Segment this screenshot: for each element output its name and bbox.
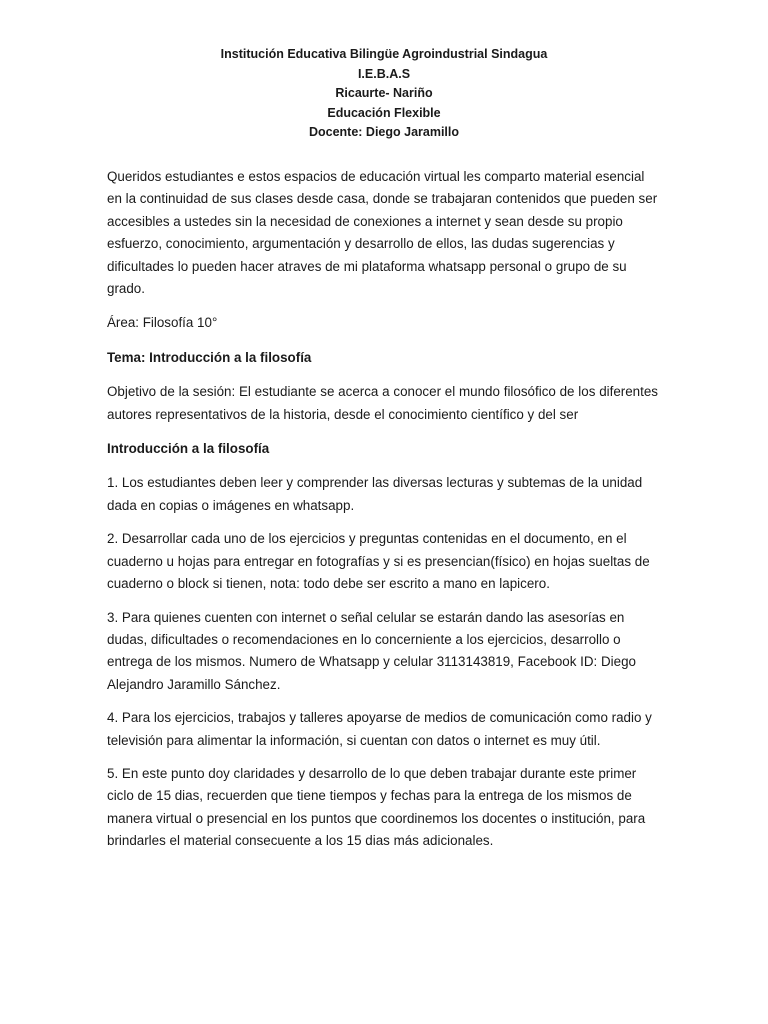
program-name: Educación Flexible: [327, 105, 441, 120]
topic-heading: Tema: Introducción a la filosofía: [107, 349, 312, 365]
document-header: [0, 45, 768, 143]
list-item-2: 2. Desarrollar cada uno de los ejercicios y preguntas contenidas en el documento, en el cuaderno u hojas para entregar en fotografías y si es presencian(físico) en hojas sueltas de cuaderno o block si tienen, nota: todo debe ser escrito a mano en lapicero.: [107, 531, 650, 592]
objective-paragraph: Objetivo de la sesión: El estudiante se acerca a conocer el mundo filosófico de los diferentes autores representativos de la historia, desde el conocimiento científico y del ser: [107, 384, 658, 422]
list-item-4: 4. Para los ejercicios, trabajos y talleres apoyarse de medios de comunicación como radio y televisión para alimentar la información, si cuentan con datos o internet es muy útil.: [107, 710, 652, 748]
list-item-1: 1. Los estudiantes deben leer y comprender las diversas lecturas y subtemas de la unidad dada en copias o imágenes en whatsapp.: [107, 475, 643, 513]
document-body: [107, 166, 658, 853]
area-line: Área: Filosofía 10°: [107, 315, 218, 331]
teacher-name: Docente: Diego Jaramillo: [308, 125, 460, 139]
section-heading: Introducción a la filosofía: [107, 441, 270, 457]
list-item-3: 3. Para quienes cuenten con internet o señal celular se estarán dando las asesorías en dudas, dificultades o recomendaciones en lo concerniente a los ejercicios, desarrollo o entrega de los mismos. Numero de Whatsapp y celular 3113143819, Facebook ID: Diego Alejandro Jaramillo Sánchez.: [107, 609, 636, 692]
institution-acronym: I.E.B.A.S: [357, 66, 411, 81]
intro-paragraph: Queridos estudiantes e estos espacios de educación virtual les comparto material esencial en la continuidad de sus clases desde casa, donde se trabajaran contenidos que pueden ser accesibles a ustedes sin la necesidad de conexiones a internet y sean desde su propio esfuerzo, conocimiento, argumentación y desarrollo de ellos, las dudas sugerencias y dificultades lo pueden hacer atraves de mi plataforma whatsapp personal o grupo de su grado.: [107, 169, 658, 297]
institution-name: Institución Educativa Bilingüe Agroindustrial Sindagua: [220, 47, 548, 61]
list-item-5: 5. En este punto doy claridades y desarrollo de lo que deben trabajar durante este primer ciclo de 15 dias, recuerden que tiene tiempos y fechas para la entrega de los mismos de manera virtual o presencial en los puntos que coordinemos los docentes o institución, para brindarles el material consecuente a los 15 dias más adicionales.: [107, 765, 646, 849]
institution-location: Ricaurte- Nariño: [335, 86, 433, 100]
